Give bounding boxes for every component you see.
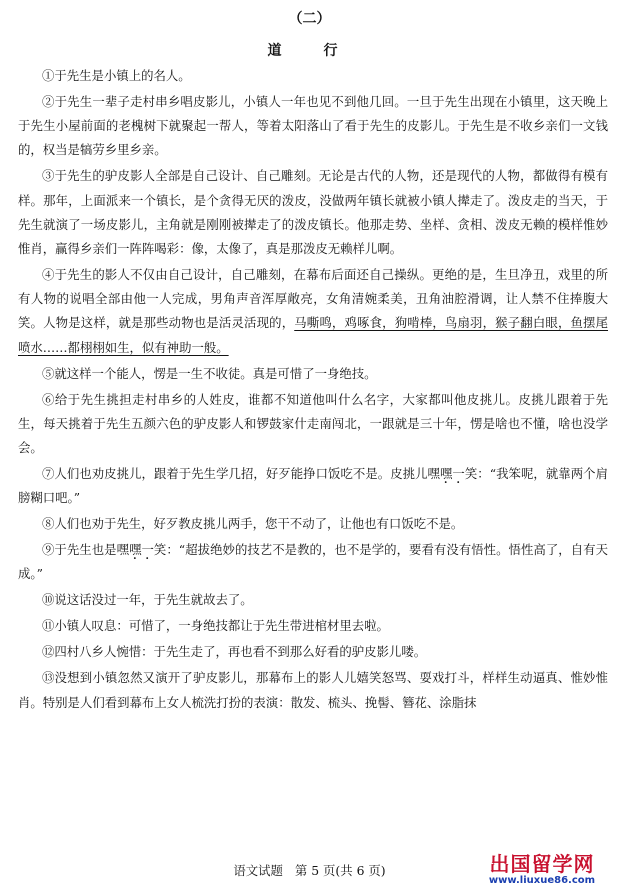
paragraph-10: ⑩说这话没过一年，于先生就故去了。 bbox=[42, 592, 253, 608]
paragraph-6: ⑥给于先生挑担走村串乡的人姓皮，谁都不知道他叫什么名字，大家都叫他皮挑儿。皮挑儿跟着于先生，每天挑着于先生五颜六色的驴皮影人和锣鼓家什走南闯北，一跟就是三十年，愣是啥也不懂，啥也没学会。 bbox=[18, 391, 608, 456]
emphasis-char: 嘿 bbox=[129, 542, 142, 558]
article-title: 道 行 bbox=[267, 43, 352, 59]
emphasis-char: 嘿 bbox=[427, 466, 440, 482]
footer-page-number: 第 5 页(共 6 页) bbox=[294, 863, 386, 878]
site-watermark bbox=[477, 853, 607, 887]
paragraph-12: ⑫四村八乡人惋惜：于先生走了，再也看不到那么好看的驴皮影儿喽。 bbox=[42, 644, 427, 660]
paragraph-13: ⑬没想到小镇忽然又演开了驴皮影儿，那幕布上的影人儿嬉笑怒骂、耍戏打斗，样样生动逼真、惟妙惟肖。特别是人们看到幕布上女人梳洗打扮的表演：散发、梳头、挽髻、簪花、涂脂抹 bbox=[18, 670, 608, 710]
paragraph-4 bbox=[18, 263, 608, 360]
footer-subject: 语文试题 bbox=[233, 863, 283, 878]
section-number: （二） bbox=[288, 11, 331, 27]
watermark-logo-text: 出国留学网 bbox=[489, 852, 595, 876]
paragraph-7 bbox=[18, 462, 608, 510]
paragraph-9-text-a: ⑨于先生也是 bbox=[42, 542, 117, 558]
paragraph-7-text-b: 一笑：“我笨呢，就靠两个肩膀糊口吧。” bbox=[18, 466, 608, 506]
paragraph-2: ②于先生一辈子走村串乡唱皮影儿，小镇人一年也见不到他几回。一旦于先生出现在小镇里，这天晚上于先生小屋前面的老槐树下就聚起一帮人，等着太阳落山了看于先生的皮影儿。于先生是不收乡亲们一文钱的，权当是犒劳乡里乡亲。 bbox=[18, 94, 608, 158]
paragraph-9-text-b: 一笑：“超拔绝妙的技艺不是教的，也不是学的，要看有没有悟性。悟性高了，自有天成。” bbox=[18, 542, 608, 582]
watermark-url: www.liuxue86.com bbox=[488, 875, 596, 886]
paragraph-8: ⑧人们也劝于先生，好歹教皮挑儿两手，您干不动了，让他也有口饭吃不是。 bbox=[42, 516, 464, 532]
emphasis-char: 嘿 bbox=[439, 466, 453, 482]
emphasis-char: 嘿 bbox=[116, 542, 130, 558]
article-body bbox=[18, 64, 608, 717]
paragraph-3: ③于先生的驴皮影人全部是自己设计、自己雕刻。无论是古代的人物，还是现代的人物，都做得有模有样。那年，上面派来一个镇长，是个贪得无厌的泼皮，没做两年镇长就被小镇人撵走了。泼皮走的当天，于先生就演了一场皮影儿，主角就是刚刚被撵走了的泼皮镇长。他那走势、坐样、贪相、泼皮无赖的模样惟妙惟肖，赢得乡亲们一阵阵喝彩：像，太像了，真是那泼皮无赖样儿啊。 bbox=[18, 168, 608, 257]
paragraph-7-text-a: ⑦人们也劝皮挑儿，跟着于先生学几招，好歹能挣口饭吃不是。皮挑儿 bbox=[42, 466, 428, 482]
paragraph-11: ⑪小镇人叹息：可惜了，一身绝技都让于先生带进棺材里去啦。 bbox=[42, 618, 389, 634]
paragraph-9 bbox=[18, 538, 608, 586]
paragraph-1: ①于先生是小镇上的名人。 bbox=[42, 68, 191, 83]
paragraph-4-text: ④于先生的影人不仅由自己设计，自己雕刻，在幕布后面还自己操纵。更绝的是，生旦净丑，戏里的所有人物的说唱全部由他一人完成，男角声音浑厚敞亮，女角清婉柔美，丑角油腔滑调，让人禁不住捧腹大笑。人物是这样，就是那些动物也是活灵活现的， bbox=[18, 267, 608, 331]
underlined-sentence: 马嘶鸣，鸡啄食，狗啃棒，鸟扇羽，猴子翻白眼，鱼摆尾喷水……都栩栩如生，似有神助一般。 bbox=[18, 315, 609, 355]
paragraph-5: ⑤就这样一个能人，愣是一生不收徒。真是可惜了一身绝技。 bbox=[42, 365, 377, 381]
